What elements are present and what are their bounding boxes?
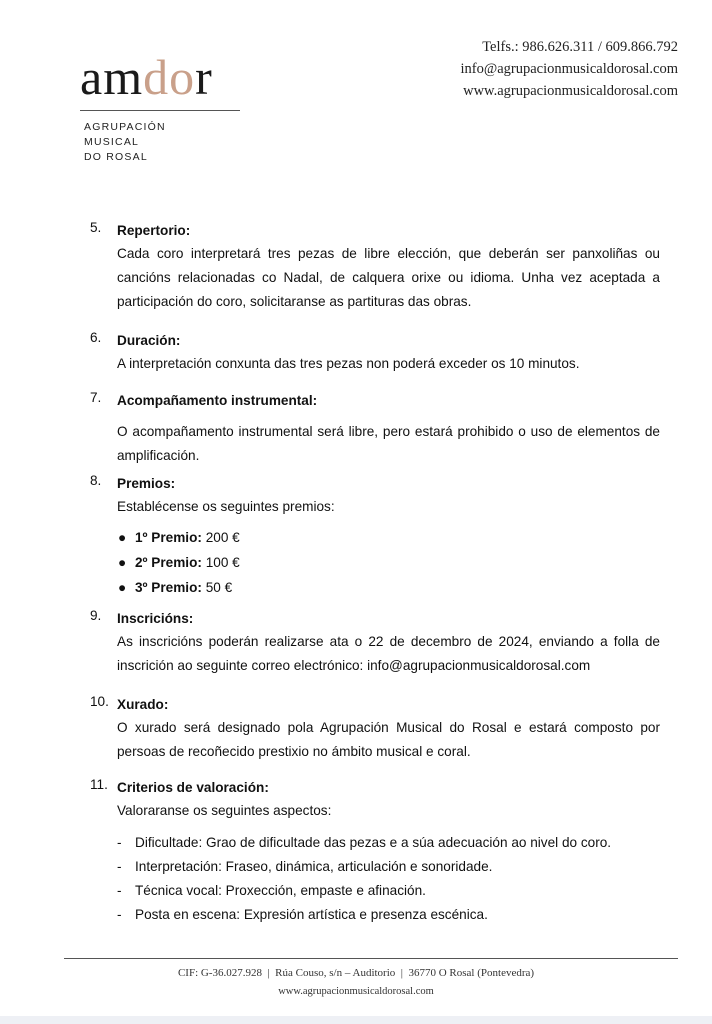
dash-icon: - xyxy=(117,907,122,922)
section-inscricions xyxy=(90,608,660,678)
bullet-icon: ● xyxy=(118,530,127,545)
footer-web[interactable]: www.agrupacionmusicaldorosal.com xyxy=(278,986,434,997)
section-text: A interpretación conxunta das tres pezas non poderá exceder os 10 minutos. xyxy=(117,356,580,371)
contact-email[interactable]: info@agrupacionmusicaldorosal.com xyxy=(460,61,678,77)
section-criterios xyxy=(90,777,660,927)
section-title: Acompañamento instrumental: xyxy=(117,393,318,408)
prize-item: ● 3º Premio: 50 € xyxy=(135,575,660,600)
section-intro: Establécense os seguintes premios: xyxy=(117,499,335,514)
section-title: Xurado: xyxy=(117,697,169,712)
bullet-icon: ● xyxy=(118,580,127,595)
footer-divider xyxy=(64,958,678,959)
criteria-item: - Posta en escena: Expresión artística e presenza escénica. xyxy=(135,903,660,927)
section-number: 9. xyxy=(90,608,102,623)
section-number: 5. xyxy=(90,220,102,235)
section-intro: Valoraranse os seguintes aspectos: xyxy=(117,803,332,818)
contact-web[interactable]: www.agrupacionmusicaldorosal.com xyxy=(463,83,678,99)
footer-address: CIF: G-36.027.928 | Rúa Couso, s/n – Auditorio | 36770 O Rosal (Pontevedra) xyxy=(177,967,535,979)
section-text: As inscricións poderán realizarse ata o 22 de decembro de 2024, enviando a folla de inscrición ao seguinte correo electrónico: info@agrupacionmusicaldorosal.com xyxy=(117,634,660,673)
logo-divider xyxy=(80,110,240,111)
dash-icon: - xyxy=(117,883,122,898)
criteria-list xyxy=(117,831,660,927)
section-title: Repertorio: xyxy=(117,223,191,238)
section-xurado xyxy=(90,694,660,764)
section-premios xyxy=(90,473,660,600)
contact-phones: Telfs.: 986.626.311 / 609.866.792 xyxy=(482,39,678,55)
section-title: Criterios de valoración: xyxy=(117,780,269,795)
contact-info xyxy=(461,36,679,102)
section-text: O acompañamento instrumental será libre, pero estará prohibido o uso de elementos de amplificación. xyxy=(117,424,660,463)
section-title: Premios: xyxy=(117,476,176,491)
section-duracion xyxy=(90,330,660,376)
prize-item: ● 1º Premio: 200 € xyxy=(135,525,660,550)
prize-item: ● 2º Premio: 100 € xyxy=(135,550,660,575)
section-number: 10. xyxy=(90,694,109,709)
logo-subtitle: AGRUPACIÓN MUSICAL DO ROSAL xyxy=(84,121,166,163)
criteria-item: - Interpretación: Fraseo, dinámica, articulación e sonoridade. xyxy=(135,855,660,879)
criteria-item: - Dificultade: Grao de dificultade das pezas e a súa adecuación ao nivel do coro. xyxy=(135,831,660,855)
section-number: 8. xyxy=(90,473,102,488)
bullet-icon: ● xyxy=(118,555,127,570)
dash-icon: - xyxy=(117,859,122,874)
prizes-list xyxy=(117,525,660,600)
section-acompanamento xyxy=(90,390,660,468)
section-number: 7. xyxy=(90,390,102,405)
criteria-item: - Técnica vocal: Proxección, empaste e afinación. xyxy=(135,879,660,903)
section-repertorio xyxy=(90,220,660,314)
logo-wordmark: amdor xyxy=(80,49,213,105)
section-number: 6. xyxy=(90,330,102,345)
logo xyxy=(80,49,240,111)
page-bottom-edge xyxy=(0,1016,712,1024)
section-text: O xurado será designado pola Agrupación Musical do Rosal e estará composto por persoas de recoñecido prestixio no ámbito musical e coral. xyxy=(117,720,660,759)
dash-icon: - xyxy=(117,835,122,850)
section-title: Inscricións: xyxy=(117,611,194,626)
section-title: Duración: xyxy=(117,333,181,348)
section-number: 11. xyxy=(90,777,108,792)
section-text: Cada coro interpretará tres pezas de libre elección, que deberán ser panxoliñas ou cancións relacionadas co Nadal, de calquera orixe ou idioma. Unha vez aceptada a participación do coro, solicitaranse as partituras das obras. xyxy=(117,246,660,309)
